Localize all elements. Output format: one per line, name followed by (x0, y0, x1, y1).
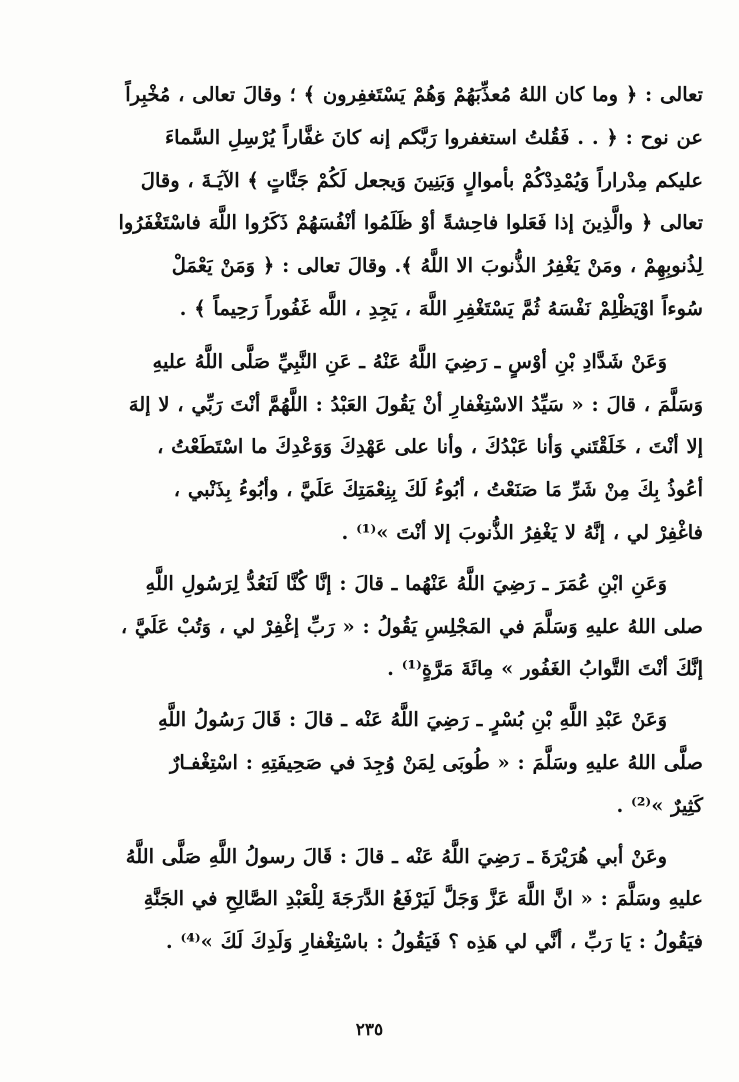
text-line: إلا أنْتَ ، خَلَقْتَني وَأنا عَبْدُكَ ، وأنا على عَهْدِكَ وَوَعْدِكَ ما اسْتَطَعْتُ ، (157, 435, 703, 459)
text-line: لِذُنوبِهِمْ ، ومَنْ يَغْفِرُ الذُّنوبَ الا اللَّهُ ﴾. وقالَ تعالى : ﴿ وَمَنْ يَعْمَلْ (171, 254, 703, 278)
text-line: إنَّكَ أنْتَ التَّوابُ الغَفُور » مِائَةَ مَرَّةٍ⁽¹⁾ . (387, 657, 703, 681)
text-line: وَعَنْ شَدَّادِ بْنِ أوْسٍ ـ رَضِيَ اللَّهُ عَنْهُ ـ عَنِ النَّبِيِّ صَلَّى اللَّهُ عليهِ (152, 349, 667, 373)
text-line: أعُوذُ بِكَ مِنْ شَرِّ مَا صَنَعْتُ ، أبُوءُ لَكَ بِنِعْمَتِكَ عَلَيَّ ، وأبُوءُ بِذَنْبي ، (173, 478, 703, 502)
text-line: تعالى : ﴿ وما كان اللهُ مُعذِّبَهُمْ وَهُمْ يَسْتَغفِرون ﴾ ؛ وقالَ تعالى ، مُخْبِراً (125, 83, 703, 106)
paragraph-abdullah-busr-hadith (36, 699, 703, 827)
text-line: صلى اللهُ عليهِ وَسَلَّمَ في المَجْلِسِ يَقُولُ : « رَبِّ إغْفِرْ لي ، وَتُبْ عَلَيَّ ، (120, 614, 703, 638)
text-line: وَسَلَّمَ ، قالَ : « سَيِّدُ الاسْتِغْفارِ أنْ يَقُولَ العَبْدُ : اللَّهُمَّ أنْتَ رَبِّي ، لا إلهَ (128, 392, 703, 416)
text-line: عليكم مِدْراراً وَيُمْدِدْكُمْ بأموالٍ وَبَنِينَ وَيجعل لَكُمْ جَنَّاتٍ ﴾ الآيَـةَ ، وقالَ (140, 168, 703, 192)
text-line: سُوءاً اوْيَظْلِمْ نَفْسَهُ ثُمَّ يَسْتَغْفِرِ اللَّهَ ، يَجِدِ ، اللَّه غَفُوراً رَحِيماً ﴾ . (179, 296, 703, 320)
text-line: كَثِيرٌ »⁽²⁾ . (616, 793, 703, 817)
text-line: وَعَنْ عَبْدِ اللَّهِ بْنِ بُسْرٍ ـ رَضِيَ اللَّهُ عَنْه ـ قالَ : قَالَ رَسُولُ اللَّهِ (157, 708, 667, 732)
text-line: وَعَنِ ابْنِ عُمَرَ ـ رَضِيَ اللَّهُ عَنْهُما ـ قالَ : إنَّا كُنَّا لَنَعُدُّ لِرَسُولِ اللَّهِ (145, 571, 667, 595)
paragraph-ibn-umar-hadith (36, 563, 703, 691)
text-line: فيَقُولُ : يَا رَبِّ ، أنَّي لي هَذِه ؟ فَيَقُولُ : باسْتِغْفارِ وَلَدِكَ لَكَ »⁽⁴⁾ . (165, 930, 703, 954)
text-line: وعَنْ أبي هُرَيْرَةَ ـ رَضِيَ اللَّهُ عَنْه ـ قالَ : قَالَ رسولُ اللَّهِ صَلَّى اللَّهُ (125, 844, 667, 868)
text-line: تعالى ﴿ والَّذِينَ إذا فَعَلوا فاحِشةً أوْ ظَلَمُوا أنْفُسَهُمْ ذَكَرُوا اللَّهَ فاسْتَغْفَرُوا (118, 211, 703, 235)
paragraph-shaddad-hadith (36, 341, 703, 555)
main-text (36, 74, 703, 972)
text-line: صلَّى اللهُ عليهِ وسَلَّمَ : « طُوبَى لِمَنْ وُجِدَ في صَحِيفَتِهِ : اسْتِغْفـارٌ (169, 750, 703, 774)
page-number: ٢٣٥ (355, 1020, 384, 1040)
text-line: عليهِ وسَلَّمَ : « انَّ اللَّهَ عَزَّ وَجَلَّ لَيَرْفَعُ الدَّرَجَةَ لِلْعَبْدِ الصَّالِحِ في الجَنَّةِ (143, 887, 703, 911)
paragraph-abu-hurayra-hadith (36, 836, 703, 964)
text-line: عن نوح : ﴿ . . فَقُلتُ استغفروا رَبَّكم إنه كانَ غفَّاراً يُرْسِلِ السَّماءَ (164, 125, 703, 149)
paragraph-quran-verses (36, 74, 703, 331)
text-line: فاغْفِرْ لي ، إنَّهُ لا يَغْفِرُ الذُّنوبَ إلا أنْتَ »⁽¹⁾ . (341, 520, 703, 544)
